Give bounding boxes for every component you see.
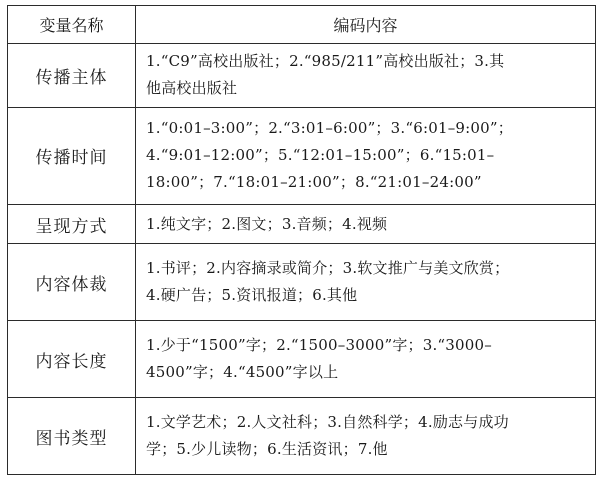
coding-content-cell: 1.文学艺术；2.人文社科；3.自然科学；4.励志与成功 学；5.少儿读物；6.生活资讯；7.他	[136, 398, 596, 475]
header-coding-content: 编码内容	[136, 6, 596, 44]
coding-content-cell: 1.书评；2.内容摘录或简介；3.软文推广与美文欣赏； 4.硬广告；5.资讯报道；6.其他	[136, 244, 596, 321]
table-row	[8, 44, 596, 108]
variable-name-cell: 内容长度	[8, 321, 136, 398]
table-row	[8, 244, 596, 321]
coding-content-cell: 1.“0:01–3:00”；2.“3:01–6:00”；3.“6:01–9:00”； 4.“9:01–12:00”；5.“12:01–15:00”；6.“15:01– 18:00”；7.“18:01–21:00”；8.“21:01–24:00”	[136, 107, 596, 204]
variable-name-cell: 内容体裁	[8, 244, 136, 321]
variable-name-cell: 传播时间	[8, 107, 136, 204]
coding-content-cell: 1.纯文字；2.图文；3.音频；4.视频	[136, 204, 596, 243]
table-header-row	[8, 6, 596, 44]
table-row	[8, 321, 596, 398]
coding-table	[7, 5, 596, 475]
coding-content-cell: 1.“C9”高校出版社；2.“985/211”高校出版社；3.其 他高校出版社	[136, 44, 596, 108]
variable-name-cell: 呈现方式	[8, 204, 136, 243]
coding-content-cell: 1.少于“1500”字；2.“1500–3000”字；3.“3000– 4500”字；4.“4500”字以上	[136, 321, 596, 398]
header-variable-name: 变量名称	[8, 6, 136, 44]
table-row	[8, 398, 596, 475]
variable-name-cell: 传播主体	[8, 44, 136, 108]
table-row	[8, 204, 596, 243]
variable-name-cell: 图书类型	[8, 398, 136, 475]
table-row	[8, 107, 596, 204]
